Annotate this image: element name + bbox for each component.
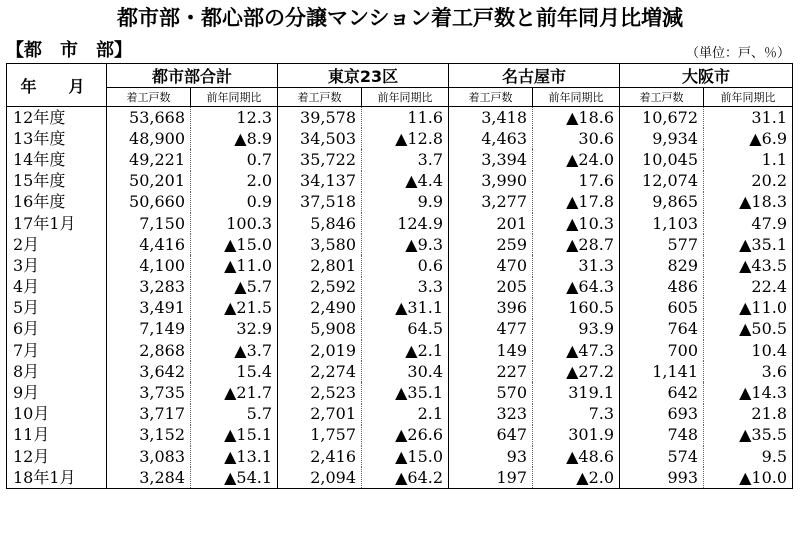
cell-yoy: ▲28.7: [533, 234, 620, 255]
page-title: 都市部・都心部の分譲マンション着工戸数と前年同月比増減: [116, 6, 684, 30]
subheader-starts: 着工戸数: [620, 88, 704, 107]
cell-starts: 2,490: [278, 298, 362, 319]
cell-yoy: ▲24.0: [533, 149, 620, 170]
cell-starts: 93: [449, 446, 533, 467]
cell-yoy: ▲14.3: [704, 382, 793, 403]
cell-yoy: 2.1: [362, 404, 449, 425]
table-row: [7, 255, 793, 276]
cell-starts: 37,518: [278, 192, 362, 213]
cell-starts: 3,642: [107, 361, 191, 382]
row-label: 14年度: [7, 149, 107, 170]
table-row: [7, 298, 793, 319]
cell-starts: 50,201: [107, 171, 191, 192]
cell-starts: 2,701: [278, 404, 362, 425]
cell-yoy: 20.2: [704, 171, 793, 192]
cell-starts: 3,580: [278, 234, 362, 255]
cell-yoy: 31.3: [533, 255, 620, 276]
cell-starts: 201: [449, 213, 533, 234]
row-label: 12年度: [7, 107, 107, 129]
cell-yoy: 100.3: [191, 213, 278, 234]
cell-yoy: 12.3: [191, 107, 278, 129]
cell-yoy: 22.4: [704, 277, 793, 298]
cell-starts: 5,846: [278, 213, 362, 234]
cell-starts: 205: [449, 277, 533, 298]
cell-starts: 3,717: [107, 404, 191, 425]
cell-starts: 642: [620, 382, 704, 403]
cell-yoy: ▲2.1: [362, 340, 449, 361]
table-row: [7, 277, 793, 298]
cell-starts: 4,463: [449, 128, 533, 149]
table-row: [7, 425, 793, 446]
housing-starts-table: [6, 63, 793, 489]
cell-starts: 647: [449, 425, 533, 446]
cell-starts: 570: [449, 382, 533, 403]
cell-yoy: 7.3: [533, 404, 620, 425]
cell-starts: 53,668: [107, 107, 191, 129]
cell-starts: 4,100: [107, 255, 191, 276]
cell-yoy: 32.9: [191, 319, 278, 340]
cell-starts: 2,019: [278, 340, 362, 361]
header-region-tokyo23: 東京23区: [278, 64, 449, 88]
row-label: 3月: [7, 255, 107, 276]
cell-yoy: ▲18.6: [533, 107, 620, 129]
cell-yoy: ▲10.3: [533, 213, 620, 234]
cell-starts: 829: [620, 255, 704, 276]
subheader-yoy: 前年同期比: [362, 88, 449, 107]
row-label: 15年度: [7, 171, 107, 192]
table-row: [7, 361, 793, 382]
cell-yoy: 93.9: [533, 319, 620, 340]
cell-yoy: ▲3.7: [191, 340, 278, 361]
cell-starts: 3,394: [449, 149, 533, 170]
cell-yoy: ▲27.2: [533, 361, 620, 382]
cell-starts: 34,137: [278, 171, 362, 192]
header-year-month: 年 月: [7, 64, 107, 107]
cell-starts: 477: [449, 319, 533, 340]
cell-starts: 396: [449, 298, 533, 319]
cell-yoy: 9.9: [362, 192, 449, 213]
cell-yoy: ▲9.3: [362, 234, 449, 255]
row-label: 6月: [7, 319, 107, 340]
cell-starts: 605: [620, 298, 704, 319]
subheader-yoy: 前年同期比: [704, 88, 793, 107]
cell-starts: 3,418: [449, 107, 533, 129]
cell-yoy: 0.7: [191, 149, 278, 170]
table-row: [7, 234, 793, 255]
cell-yoy: 5.7: [191, 404, 278, 425]
cell-yoy: ▲35.1: [704, 234, 793, 255]
cell-yoy: ▲12.8: [362, 128, 449, 149]
row-label: 16年度: [7, 192, 107, 213]
cell-yoy: ▲64.2: [362, 467, 449, 489]
cell-yoy: ▲31.1: [362, 298, 449, 319]
row-label: 4月: [7, 277, 107, 298]
cell-yoy: ▲15.0: [362, 446, 449, 467]
subheader-yoy: 前年同期比: [533, 88, 620, 107]
cell-yoy: 15.4: [191, 361, 278, 382]
cell-starts: 2,592: [278, 277, 362, 298]
cell-starts: 259: [449, 234, 533, 255]
cell-starts: 39,578: [278, 107, 362, 129]
table-row: [7, 467, 793, 489]
cell-starts: 3,491: [107, 298, 191, 319]
cell-yoy: ▲21.7: [191, 382, 278, 403]
cell-starts: 3,283: [107, 277, 191, 298]
cell-yoy: 1.1: [704, 149, 793, 170]
cell-yoy: 160.5: [533, 298, 620, 319]
cell-yoy: 64.5: [362, 319, 449, 340]
cell-yoy: ▲4.4: [362, 171, 449, 192]
cell-yoy: ▲11.0: [704, 298, 793, 319]
row-label: 11月: [7, 425, 107, 446]
cell-starts: 9,865: [620, 192, 704, 213]
row-label: 8月: [7, 361, 107, 382]
cell-yoy: ▲13.1: [191, 446, 278, 467]
cell-yoy: ▲2.0: [533, 467, 620, 489]
cell-starts: 4,416: [107, 234, 191, 255]
table-row: [7, 340, 793, 361]
row-label: 2月: [7, 234, 107, 255]
cell-yoy: 0.6: [362, 255, 449, 276]
cell-starts: 3,083: [107, 446, 191, 467]
cell-starts: 5,908: [278, 319, 362, 340]
cell-yoy: ▲18.3: [704, 192, 793, 213]
header-region-urban-total: 都市部合計: [107, 64, 278, 88]
cell-yoy: 3.6: [704, 361, 793, 382]
table-row: [7, 128, 793, 149]
subheader-yoy: 前年同期比: [191, 88, 278, 107]
cell-yoy: ▲6.9: [704, 128, 793, 149]
cell-yoy: ▲54.1: [191, 467, 278, 489]
cell-starts: 2,416: [278, 446, 362, 467]
cell-starts: 34,503: [278, 128, 362, 149]
cell-starts: 1,141: [620, 361, 704, 382]
cell-starts: 3,735: [107, 382, 191, 403]
cell-yoy: 30.4: [362, 361, 449, 382]
cell-yoy: 3.3: [362, 277, 449, 298]
cell-starts: 2,274: [278, 361, 362, 382]
cell-starts: 35,722: [278, 149, 362, 170]
cell-starts: 470: [449, 255, 533, 276]
cell-starts: 3,277: [449, 192, 533, 213]
cell-yoy: 0.9: [191, 192, 278, 213]
subheader-starts: 着工戸数: [278, 88, 362, 107]
cell-yoy: ▲35.1: [362, 382, 449, 403]
header-region-nagoya: 名古屋市: [449, 64, 620, 88]
row-label: 17年1月: [7, 213, 107, 234]
table-row: [7, 446, 793, 467]
cell-yoy: ▲15.1: [191, 425, 278, 446]
table-row: [7, 171, 793, 192]
cell-starts: 2,094: [278, 467, 362, 489]
row-label: 7月: [7, 340, 107, 361]
row-label: 18年1月: [7, 467, 107, 489]
cell-yoy: 17.6: [533, 171, 620, 192]
row-label: 10月: [7, 404, 107, 425]
cell-starts: 2,801: [278, 255, 362, 276]
cell-yoy: ▲48.6: [533, 446, 620, 467]
cell-starts: 149: [449, 340, 533, 361]
cell-starts: 748: [620, 425, 704, 446]
cell-starts: 700: [620, 340, 704, 361]
cell-yoy: 47.9: [704, 213, 793, 234]
cell-starts: 1,757: [278, 425, 362, 446]
cell-yoy: ▲26.6: [362, 425, 449, 446]
cell-starts: 577: [620, 234, 704, 255]
cell-yoy: 124.9: [362, 213, 449, 234]
table-row: [7, 149, 793, 170]
cell-starts: 764: [620, 319, 704, 340]
cell-starts: 10,045: [620, 149, 704, 170]
cell-starts: 48,900: [107, 128, 191, 149]
cell-yoy: ▲11.0: [191, 255, 278, 276]
cell-starts: 50,660: [107, 192, 191, 213]
cell-starts: 3,284: [107, 467, 191, 489]
cell-yoy: ▲15.0: [191, 234, 278, 255]
cell-yoy: 10.4: [704, 340, 793, 361]
cell-yoy: 319.1: [533, 382, 620, 403]
cell-starts: 574: [620, 446, 704, 467]
cell-yoy: ▲17.8: [533, 192, 620, 213]
subheader-starts: 着工戸数: [449, 88, 533, 107]
cell-starts: 227: [449, 361, 533, 382]
cell-yoy: ▲47.3: [533, 340, 620, 361]
cell-yoy: 3.7: [362, 149, 449, 170]
table-row: [7, 319, 793, 340]
cell-starts: 3,990: [449, 171, 533, 192]
subheader-starts: 着工戸数: [107, 88, 191, 107]
cell-yoy: 21.8: [704, 404, 793, 425]
cell-starts: 693: [620, 404, 704, 425]
table-row: [7, 404, 793, 425]
row-label: 9月: [7, 382, 107, 403]
cell-yoy: ▲50.5: [704, 319, 793, 340]
cell-starts: 12,074: [620, 171, 704, 192]
table-row: [7, 107, 793, 129]
unit-note: （単位：戸、％）: [685, 46, 790, 61]
cell-starts: 7,149: [107, 319, 191, 340]
cell-starts: 2,523: [278, 382, 362, 403]
table-row: [7, 382, 793, 403]
cell-starts: 197: [449, 467, 533, 489]
table-row: [7, 213, 793, 234]
cell-yoy: 31.1: [704, 107, 793, 129]
cell-starts: 486: [620, 277, 704, 298]
cell-yoy: ▲64.3: [533, 277, 620, 298]
cell-yoy: 11.6: [362, 107, 449, 129]
cell-yoy: ▲35.5: [704, 425, 793, 446]
cell-starts: 3,152: [107, 425, 191, 446]
cell-starts: 323: [449, 404, 533, 425]
cell-starts: 2,868: [107, 340, 191, 361]
cell-yoy: ▲21.5: [191, 298, 278, 319]
cell-starts: 9,934: [620, 128, 704, 149]
cell-starts: 10,672: [620, 107, 704, 129]
table-row: [7, 192, 793, 213]
cell-yoy: ▲43.5: [704, 255, 793, 276]
cell-starts: 993: [620, 467, 704, 489]
cell-yoy: 9.5: [704, 446, 793, 467]
cell-starts: 7,150: [107, 213, 191, 234]
section-subtitle: 【都 市 部】: [6, 40, 132, 61]
cell-yoy: ▲5.7: [191, 277, 278, 298]
row-label: 5月: [7, 298, 107, 319]
row-label: 13年度: [7, 128, 107, 149]
header-region-osaka: 大阪市: [620, 64, 793, 88]
cell-yoy: ▲8.9: [191, 128, 278, 149]
cell-yoy: 2.0: [191, 171, 278, 192]
cell-yoy: 301.9: [533, 425, 620, 446]
cell-yoy: 30.6: [533, 128, 620, 149]
row-label: 12月: [7, 446, 107, 467]
cell-starts: 1,103: [620, 213, 704, 234]
cell-starts: 49,221: [107, 149, 191, 170]
cell-yoy: ▲10.0: [704, 467, 793, 489]
